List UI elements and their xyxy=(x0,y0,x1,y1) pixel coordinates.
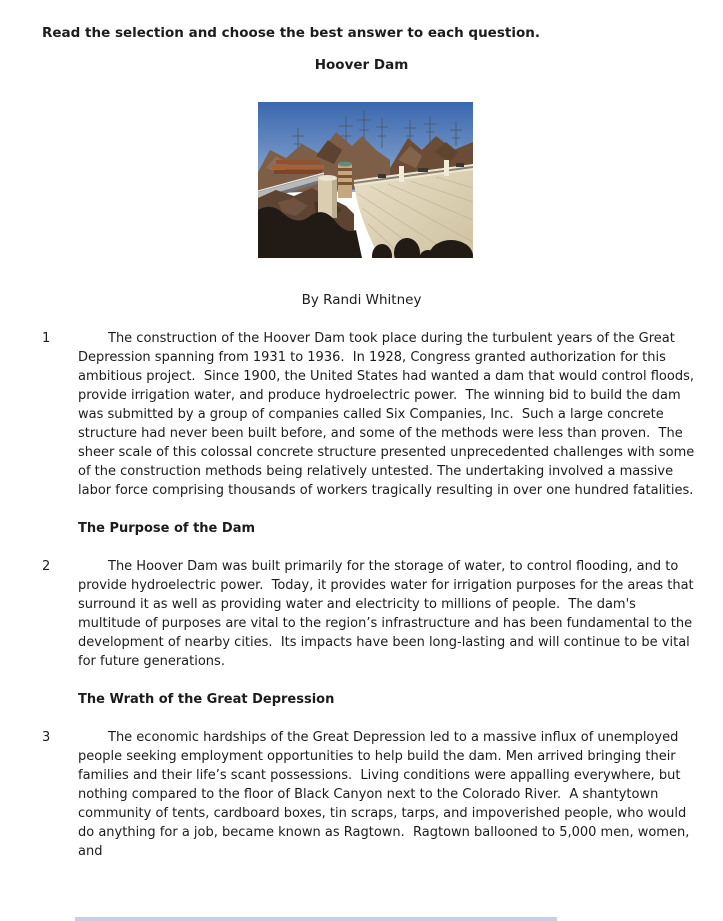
hoover-dam-photo-illustration xyxy=(258,102,473,258)
section-heading-wrath: The Wrath of the Great Depression xyxy=(78,692,335,707)
paragraph-text: The economic hardships of the Great Depression led to a massive influx of unemployed people seeking employment opportunities to help build the dam. Men arrived bringing their families and their life’s scant possessions. Living conditions were appalling everywhere, but nothing compared to the floor of Black Canyon next to the Colorado River. A shantytown community of tents, cardboard boxes, tin scraps, tarps, and impoverished people, who would do anything for a job, became known as Ragtown. Ragtown ballooned to 5,000 men, women, and xyxy=(78,730,694,859)
paragraph-3 xyxy=(42,728,695,861)
visitor-center-buildings xyxy=(272,160,324,174)
instruction-text: Read the selection and choose the best answer to each question. xyxy=(42,25,540,41)
bottom-selection-bar xyxy=(75,917,557,921)
paragraph-number: 1 xyxy=(42,331,51,346)
paragraph-number: 2 xyxy=(42,559,51,574)
passage-title: Hoover Dam xyxy=(314,57,409,73)
paragraph-text: The Hoover Dam was built primarily for the storage of water, to control flooding, and to provide hydroelectric power. Today, it provides water for irrigation purposes for the areas that surround it as well as providing water and electricity to millions of people. The dam's multitude of purposes are vital to the region’s infrastructure and has been fundamental to the development of nearby cities. Its impacts have been long-lasting and will continue to be vital for future generations. xyxy=(78,559,698,669)
paragraph-2 xyxy=(42,557,698,671)
hoover-dam-photo xyxy=(258,102,473,258)
paragraph-number: 3 xyxy=(42,730,51,745)
paragraph-text: The construction of the Hoover Dam took place during the turbulent years of the Great Depression spanning from 1931 to 1936. In 1928, Congress granted authorization for this ambitious project. Since 1900, the United States had wanted a dam that would control floods, provide irrigation water, and produce hydroelectric power. The winning bid to build the dam was submitted by a group of companies called Six Companies, Inc. Such a large concrete structure had never been built before, and some of the methods were less than proven. The sheer scale of this colossal concrete structure presented unprecedented challenges with some of the construction methods being relatively untested. The undertaking involved a massive labor force comprising thousands of workers tragically resulting in over one hundred fatalities. xyxy=(78,331,699,498)
byline: By Randi Whitney xyxy=(301,292,422,308)
section-heading-purpose: The Purpose of the Dam xyxy=(78,521,256,536)
paragraph-1 xyxy=(42,329,699,500)
